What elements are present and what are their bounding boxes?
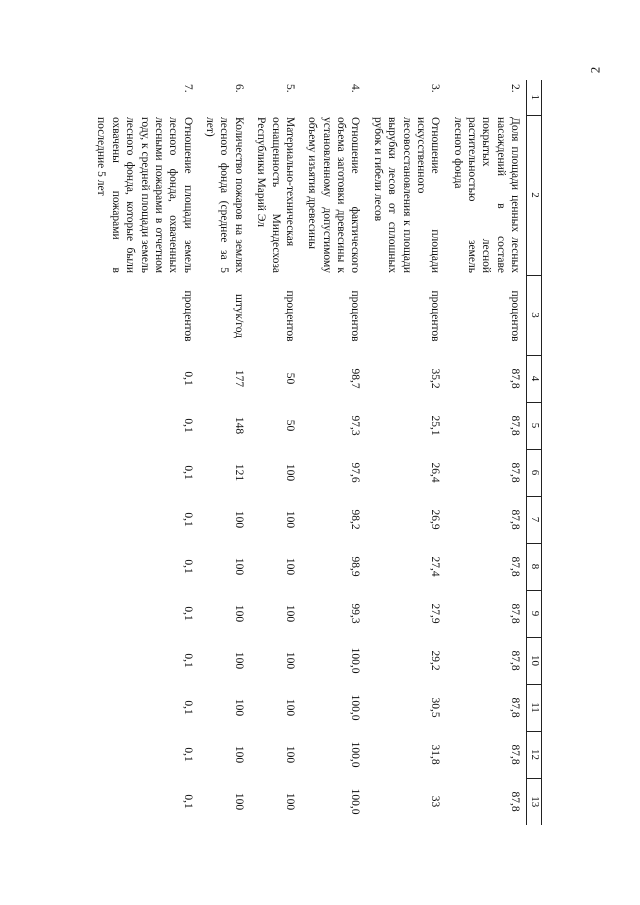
indicator-name: Отношение площади искусственного лесовосстановления к площади вырубки лесов от сплошных рубок и гибели лесов bbox=[371, 117, 442, 273]
value-cell: 0,1 bbox=[181, 653, 194, 668]
value-cell: 121 bbox=[232, 463, 245, 482]
unit-cell: процентов bbox=[284, 290, 296, 342]
unit-cell: процентов bbox=[509, 290, 522, 342]
indicator-name: Количество пожаров на землях лесного фонда (среднее за 5 лет) bbox=[204, 117, 245, 273]
value-cell: 100 bbox=[232, 557, 245, 576]
column-header-5: 5 bbox=[527, 402, 542, 449]
table-row bbox=[250, 80, 301, 825]
value-cell: 25,1 bbox=[429, 415, 442, 436]
unit-cell: штук/год bbox=[232, 294, 245, 338]
row-index: 5. bbox=[284, 84, 296, 93]
value-cell: 100 bbox=[232, 651, 245, 670]
value-cell: 87,8 bbox=[509, 368, 522, 389]
indicators-table bbox=[90, 80, 542, 825]
indicator-name: Доля площади ценных лесных насаждений в составе покрытых лесной растительностью земель лесного фонда bbox=[451, 117, 522, 273]
value-cell: 0,1 bbox=[181, 747, 194, 762]
row-index: 4. bbox=[349, 84, 362, 93]
value-cell: 100 bbox=[284, 792, 296, 811]
indicator-name: Материально-техническая оснащенность Миндесхоза Республики Марий Эл bbox=[255, 117, 296, 273]
value-cell: 31,8 bbox=[429, 744, 442, 765]
row-index: 7. bbox=[181, 84, 194, 93]
column-header-6: 6 bbox=[527, 449, 542, 496]
value-cell: 33 bbox=[429, 795, 442, 808]
value-cell: 0,1 bbox=[181, 700, 194, 715]
value-cell: 100 bbox=[232, 745, 245, 764]
column-header-1: 1 bbox=[527, 80, 542, 115]
value-cell: 87,8 bbox=[509, 462, 522, 483]
value-cell: 100,0 bbox=[349, 741, 362, 768]
column-header-9: 9 bbox=[527, 590, 542, 637]
rotated-table-container bbox=[95, 80, 542, 825]
value-cell: 87,8 bbox=[509, 650, 522, 671]
value-cell: 29,2 bbox=[429, 650, 442, 671]
table-body bbox=[90, 80, 527, 825]
value-cell: 100 bbox=[232, 510, 245, 529]
value-cell: 98,7 bbox=[349, 368, 362, 389]
column-header-3: 3 bbox=[527, 275, 542, 355]
value-cell: 87,8 bbox=[509, 556, 522, 577]
value-cell: 50 bbox=[284, 372, 296, 385]
column-header-8: 8 bbox=[527, 543, 542, 590]
unit-cell: процентов bbox=[181, 290, 194, 342]
column-header-2: 2 bbox=[527, 115, 542, 275]
value-cell: 100 bbox=[284, 463, 296, 482]
value-cell: 87,8 bbox=[509, 744, 522, 765]
value-cell: 100,0 bbox=[349, 694, 362, 721]
value-cell: 87,8 bbox=[509, 509, 522, 530]
value-cell: 26,9 bbox=[429, 509, 442, 530]
column-header-4: 4 bbox=[527, 355, 542, 402]
value-cell: 100 bbox=[232, 604, 245, 623]
value-cell: 27,4 bbox=[429, 556, 442, 577]
page-number: 2 bbox=[586, 66, 602, 74]
value-cell: 100 bbox=[284, 745, 296, 764]
row-index: 6. bbox=[232, 84, 245, 93]
header-row bbox=[527, 80, 542, 825]
table-row bbox=[90, 80, 199, 825]
value-cell: 35,2 bbox=[429, 368, 442, 389]
column-header-10: 10 bbox=[527, 637, 542, 684]
value-cell: 0,1 bbox=[181, 418, 194, 433]
unit-cell: процентов bbox=[429, 290, 442, 342]
indicator-name: Отношение фактического объема заготовки древесины к установленному допустимому объему изъятия древесины bbox=[306, 117, 362, 273]
value-cell: 148 bbox=[232, 416, 245, 435]
value-cell: 87,8 bbox=[509, 603, 522, 624]
column-header-13: 13 bbox=[527, 778, 542, 825]
value-cell: 100 bbox=[284, 510, 296, 529]
value-cell: 100,0 bbox=[349, 647, 362, 674]
table-row bbox=[199, 80, 250, 825]
value-cell: 98,2 bbox=[349, 509, 362, 530]
value-cell: 100 bbox=[232, 792, 245, 811]
value-cell: 30,5 bbox=[429, 697, 442, 718]
value-cell: 100 bbox=[284, 557, 296, 576]
value-cell: 100,0 bbox=[349, 788, 362, 815]
column-header-7: 7 bbox=[527, 496, 542, 543]
column-header-11: 11 bbox=[527, 684, 542, 731]
value-cell: 98,9 bbox=[349, 556, 362, 577]
row-index: 3. bbox=[429, 84, 442, 93]
value-cell: 100 bbox=[284, 604, 296, 623]
value-cell: 0,1 bbox=[181, 559, 194, 574]
value-cell: 27,9 bbox=[429, 603, 442, 624]
value-cell: 100 bbox=[284, 698, 296, 717]
value-cell: 99,3 bbox=[349, 603, 362, 624]
unit-cell: процентов bbox=[349, 290, 362, 342]
value-cell: 0,1 bbox=[181, 371, 194, 386]
value-cell: 177 bbox=[232, 369, 245, 388]
value-cell: 87,8 bbox=[509, 791, 522, 812]
table-row bbox=[301, 80, 367, 825]
value-cell: 0,1 bbox=[181, 512, 194, 527]
value-cell: 50 bbox=[284, 419, 296, 432]
value-cell: 0,1 bbox=[181, 606, 194, 621]
row-index: 2. bbox=[509, 84, 522, 93]
value-cell: 26,4 bbox=[429, 462, 442, 483]
value-cell: 100 bbox=[232, 698, 245, 717]
value-cell: 97,6 bbox=[349, 462, 362, 483]
value-cell: 0,1 bbox=[181, 794, 194, 809]
value-cell: 87,8 bbox=[509, 415, 522, 436]
table-row bbox=[446, 80, 526, 825]
indicator-name: Отношение площади земель лесного фонда, охваченных лесными пожарами в отчетном году, к средней площади земель лесного фонда, которые были охвачены пожарами в последние 5 лет bbox=[95, 117, 194, 273]
value-cell: 97,3 bbox=[349, 415, 362, 436]
value-cell: 87,8 bbox=[509, 697, 522, 718]
value-cell: 0,1 bbox=[181, 465, 194, 480]
column-header-12: 12 bbox=[527, 731, 542, 778]
value-cell: 100 bbox=[284, 651, 296, 670]
table-row bbox=[367, 80, 447, 825]
